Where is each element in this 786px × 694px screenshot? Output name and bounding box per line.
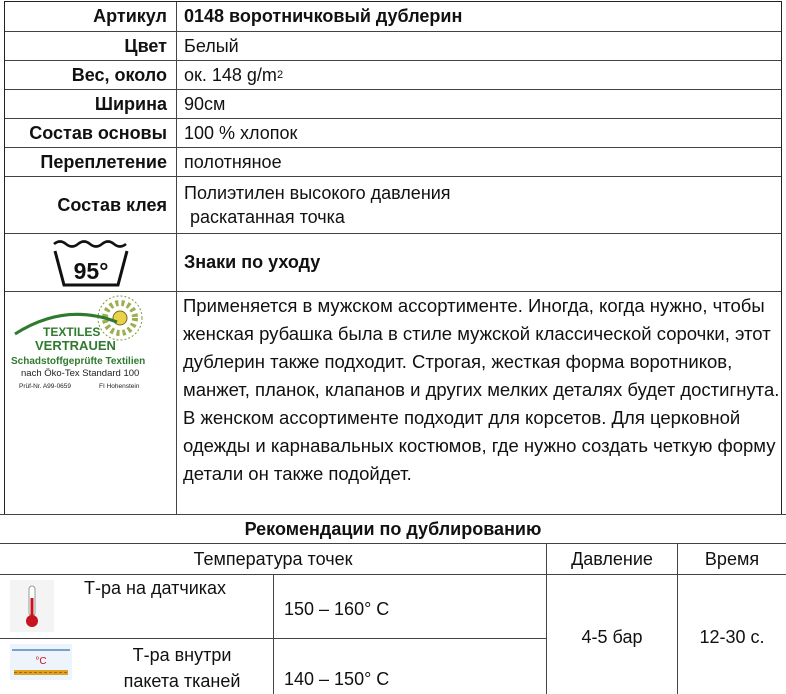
col-temp-header: Температура точек — [193, 548, 353, 569]
inner-label — [96, 642, 268, 694]
logo-line-5-right: FI Hohenstein — [99, 383, 140, 390]
row-care — [5, 234, 781, 292]
row-base — [5, 119, 781, 148]
label-article: Артикул — [5, 2, 177, 31]
row-weight — [5, 61, 781, 90]
row-article — [5, 2, 781, 32]
fabric-icon-text: °C — [35, 656, 47, 667]
value-description: Применяется в мужском ассортименте. Иногда, когда нужно, чтобы женская рубашка была в стиле мужской классической сорочки, этот дублерин также подходит. Строгая, жесткая форма воротников, манжет, планок, клапанов и других мелких деталях будет достигнута. В женском ассортименте подходит для корсетов. Для церковной одежды и карнавальных костюмов, где нужно создать четкую форму детали он также подойдет. — [183, 295, 780, 484]
recommendations-table — [0, 514, 786, 694]
col-time-header: Время — [704, 548, 760, 569]
label-base: Состав основы — [5, 119, 177, 147]
value-color: Белый — [184, 35, 239, 56]
value-weave: полотняное — [184, 151, 282, 172]
label-weave: Переплетение — [5, 148, 177, 176]
value-article: 0148 воротничковый дублерин — [184, 6, 463, 26]
label-weight: Вес, около — [5, 61, 177, 89]
wash-temperature-text: 95° — [73, 257, 108, 284]
label-width: Ширина — [5, 90, 177, 118]
pressure-value: 4-5 бар — [581, 626, 643, 647]
row-weave — [5, 148, 781, 177]
value-base: 100 % хлопок — [184, 122, 298, 143]
inner-label-line-2: пакета тканей — [123, 671, 241, 691]
inner-value: 140 – 150° С — [284, 668, 390, 689]
row-description — [5, 292, 781, 514]
row-glue — [5, 177, 781, 234]
grid-line — [273, 574, 274, 694]
value-glue — [177, 177, 781, 233]
weight-value: ок. 148 g/m — [184, 64, 277, 85]
recommendations-title: Рекомендации по дублированию — [0, 514, 786, 544]
sensor-value: 150 – 160° С — [284, 598, 390, 619]
col-pressure-header: Давление — [571, 548, 653, 569]
wash-95-icon — [50, 238, 132, 288]
oeko-tex-logo-icon — [5, 292, 175, 412]
spec-table — [4, 1, 782, 515]
time-value: 12-30 с. — [699, 626, 765, 647]
row-color — [5, 32, 781, 61]
value-care: Знаки по уходу — [184, 252, 321, 272]
logo-line-5-left: Prüf-Nr. A99-0659 — [19, 383, 72, 390]
value-width: 90см — [184, 93, 226, 114]
logo-line-4: nach Öko-Tex Standard 100 — [21, 368, 140, 379]
logo-line-2: VERTRAUEN — [35, 338, 116, 353]
weight-unit-superscript: 2 — [276, 69, 284, 81]
logo-line-3: Schadstoffgeprüfte Textilien — [11, 356, 146, 367]
row-width — [5, 90, 781, 119]
fabric-temperature-icon — [10, 644, 72, 680]
certificate-cell — [5, 292, 177, 514]
label-glue: Состав клея — [5, 177, 177, 233]
label-color: Цвет — [5, 32, 177, 60]
care-symbol-cell — [5, 234, 177, 291]
glue-line-2: раскатанная точка — [190, 207, 345, 227]
logo-line-1: TEXTILES — [43, 325, 101, 339]
sensor-label: Т-ра на датчиках — [84, 577, 227, 598]
glue-line-1: Полиэтилен высокого давления — [184, 183, 451, 203]
thermometer-icon — [10, 580, 54, 632]
value-weight — [177, 61, 781, 89]
inner-label-line-1: Т-ра внутри — [132, 645, 232, 665]
